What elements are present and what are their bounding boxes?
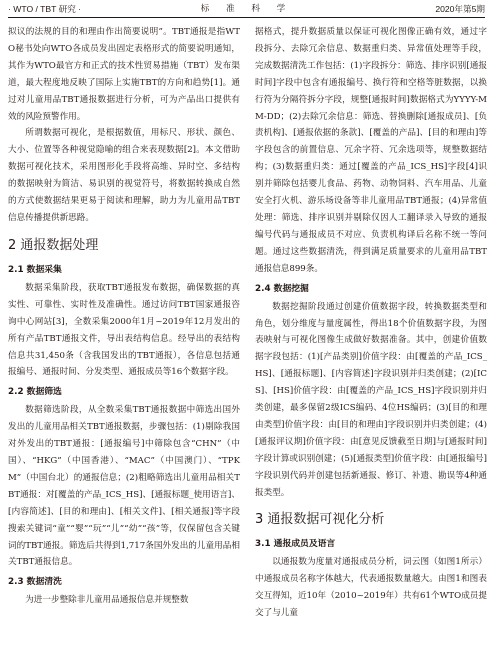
section-3-heading: 3 通报数据可视化分析 [255,512,385,528]
issue-label: 2020年第5期 [435,4,485,14]
intro-paragraph-1: 拟议的法规的目的和理由作出简要说明”。TBT通报是指WTO秘书处向WTO各成员发出固定表格形式的简要说明通知，其作为WTO最官方和正式的技术性贸易措施（TBT）发布渠道，最大程度地反映了国际上实施TBT的方向和趋势[1]。通过对儿童用品TBT通报数据进行分析，可为产品出口提供有效的风险预警作用。 [8,27,240,122]
subsection-2-2-text: 数据筛选阶段，从全数采集TBT通报数据中筛选出国外发出的儿童用品相关TBT通报数据，步骤包括：(1)剔除我国对外发出的TBT通报：[通报编号]中筛除包含“CHN”（中国）、“HKG”（中国香港）、“MAC”（中国澳门）、“TPKM”（中国台北）的通报信息；(2)粗略筛选出儿童用品相关TBT通报：对[覆盖的产品_ICS_HS]、[通报标题_使用语言]、[内容简述]、[目的和理由]、[相关文件]、[相关通报]等字段搜索关键词“童”“婴”“玩”“儿”“幼”“孩”等，仅保留包含关键词的TBT通报。筛选后共得到1,717条国外发出的儿童用品相关TBT通报信息。 [8,405,240,568]
data-cleaning-paragraph: 据格式，提升数据质量以保证可视化图像正确有效，通过字段拆分、去除冗余信息、数据重归类、异常值处理等手段，完成数据清洗工作包括：(1)字段拆分：筛选、排序识别[通报时间]字段中包含有通报编号、换行符和空格等脏数据，以换行符为分隔符拆分字段，规整[通报时间]数据格式为YYYY-MM-DD；(2)去除冗余信息：筛选、替换删除[通报成员]、[负责机构]、[通报依据的条款]、[覆盖的产品]、[目的和理由]等字段包含的前置信息、冗余字符、冗余选项等，规整数据结构；(3)数据重归类：通过[覆盖的产品_ICS_HS]字段[4]识别并筛除包括婴儿食品、药物、动物饲料、汽车用品、儿童安全打火机、游乐场设备等非儿童用品TBT通报；(4)异常值处理：筛选、排序识别并剔除仅因人工翻译录入导致的通报编号代码与通报成员不对应、负责机构译后名称不统一等问题。通过这些数据清洗，得到满足质量要求的儿童用品TBT通报信息899条。 [255,27,487,274]
subsection-2-3-text: 为进一步整除非儿童用品通报信息并规整数 [25,595,189,606]
journal-section-label: · WTO / TBT 研究 · [8,4,82,14]
left-column [8,24,240,609]
intro-paragraph-2: 所谓数据可视化，是根据数值，用标尺、形状、颜色、大小、位置等各种视觉隐喻的组合来表现数据[2]。本文借助数据可视化技术，采用图形化手段将高维、异时空、多结构的数据映射为简洁、易识别的视觉符号，将数据转换成自然的方式使数据结果更易于阅读和理解，助力为儿童用品TBT信息传播提供新思路。 [8,128,240,223]
subsection-2-1-heading: 2.1 数据采集 [8,264,62,275]
subsection-2-4-heading: 2.4 数据挖掘 [255,283,309,294]
subsection-2-2-heading: 2.2 数据筛选 [8,387,62,398]
subsection-2-4-text: 数据挖掘阶段通过创建价值数据字段，转换数据类型和角色，划分维度与量度属性，得出18个价值数据字段，为图表映射与可视化图像生成做好数据准备。其中，创建价值数据字段包括：(1)[产品类别]价值字段：由[覆盖的产品_ICS_HS]、[通报标题]、[内容简述]字段识别并归类创建；(2)[ICS]、[HS]价值字段：由[覆盖的产品_ICS_HS]字段识别并归类创建，最多保留2级ICS编码、4位HS编码；(3)[目的和理由类型]价值字段：由[目的和理由]字段识别并归类创建；(4)[通报评议期]价值字段：由[意见反馈截至日期]与[通报时间]字段计算或识别创建；(5)[通报类型]价值字段：由[通报编号]字段识别代码并创建包括新通报、修订、补遗、勘误等4种通报类型。 [255,301,487,498]
subsection-3-1-text: 以通报数为度量对通报成员分析，词云图（如图1所示）中通报成员名称字体越大，代表通报数量越大。由图1和图表交互得知，近10年（2010~2019年）共有61个WTO成员提交了与儿童 [255,557,487,619]
section-2-heading: 2 通报数据处理 [8,237,99,253]
header-divider [8,17,485,18]
subsection-2-3-heading: 2.3 数据清洗 [8,577,62,588]
page-header [8,3,485,16]
subsection-2-1-text: 数据采集阶段，获取TBT通报发布数据，确保数据的真实性、可靠性、实时性及准确性。通过访问TBT国家通报咨询中心网站[3]，全数采集2000年1月~2019年12月发出的所有产品TBT通报文件，导出表结构信息。经导出的表结构信息共31,450条（含我国发出的TBT通报），各信息包括通报编号、通报时间、分发类型、通报成员等16个数据字段。 [8,282,240,378]
subsection-3-1-heading: 3.1 通报成员及语言 [255,539,336,550]
journal-title: 标 准 科 学 [200,4,293,14]
right-column [255,24,487,622]
